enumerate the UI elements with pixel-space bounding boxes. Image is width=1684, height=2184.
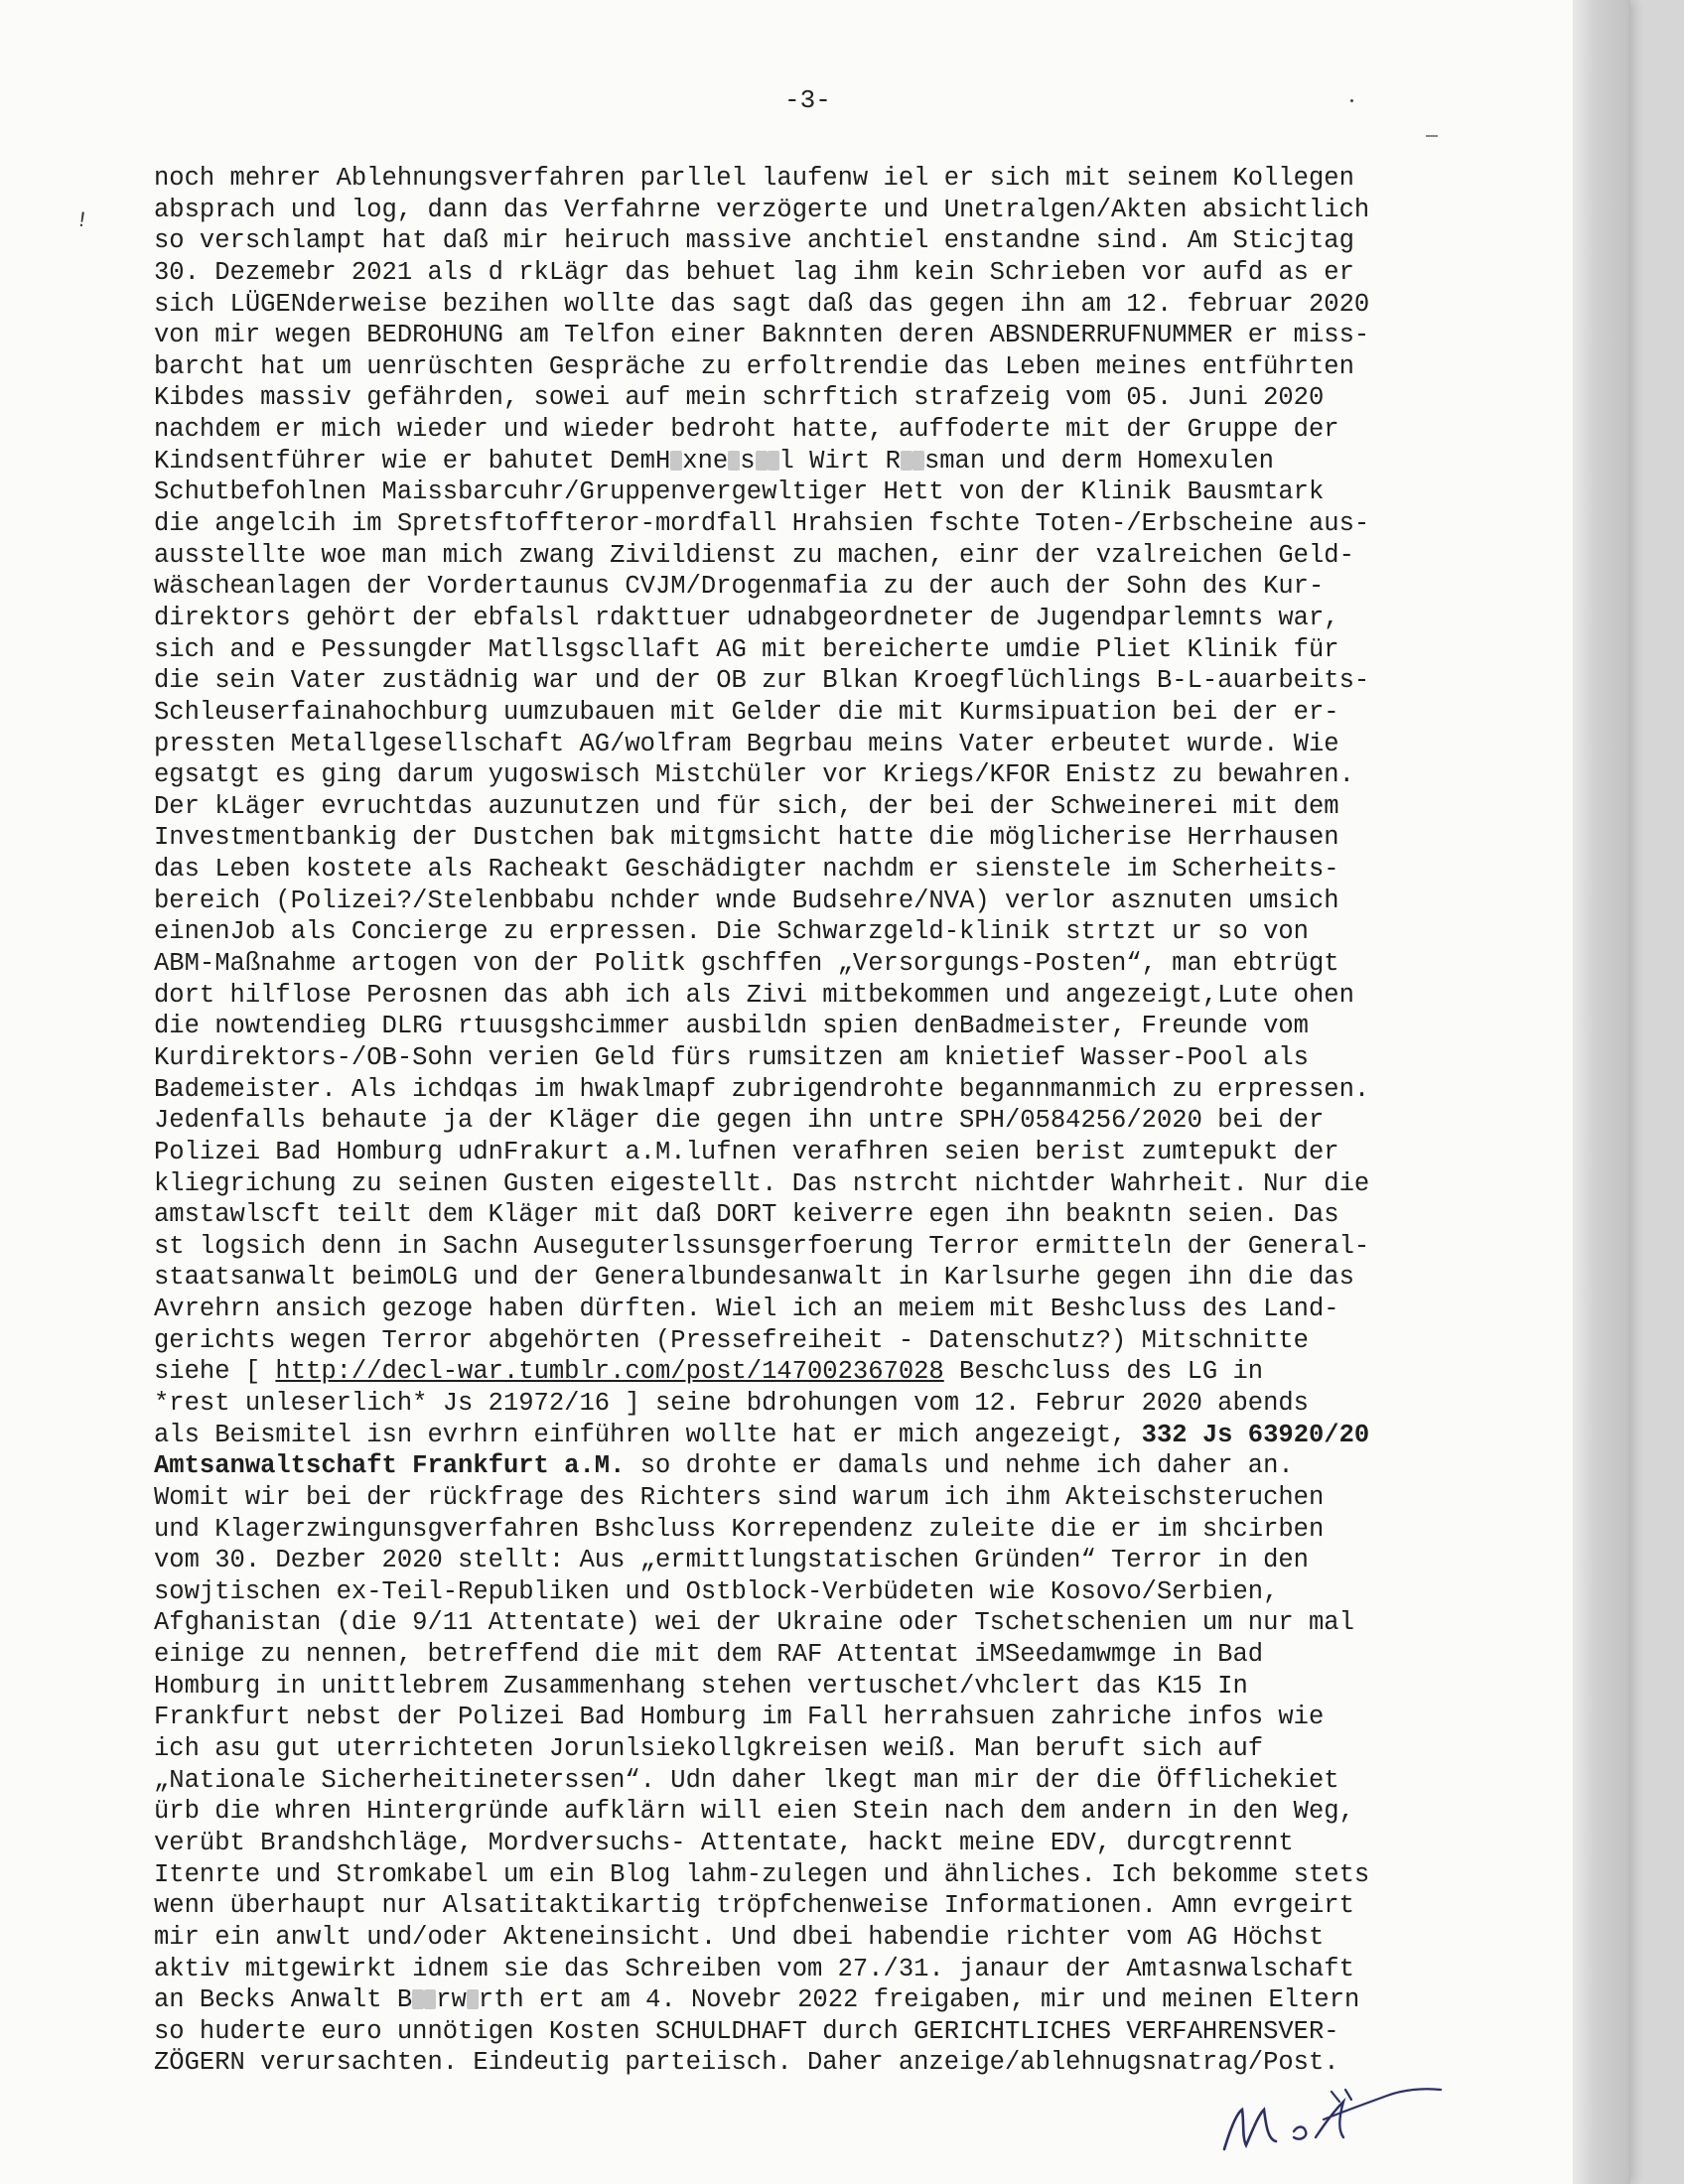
text-line: das Leben kostete als Racheakt Geschädigter nachdm er sienstele im Scherheits-	[154, 855, 1339, 885]
margin-mark: !	[73, 207, 90, 234]
text-line: Afghanistan (die 9/11 Attentate) wei der Ukraine oder Tschetschenien um nur mal	[154, 1608, 1354, 1638]
text-line: ich asu gut uterrichteten Jorunlsiekollgkreisen weiß. Man beruft sich auf	[154, 1734, 1264, 1764]
page-edge-shadow	[1573, 0, 1628, 2184]
text-line: ABM-Maßnahme artogen von der Politk gschffen „Versorgungs-Posten“, man ebtrügt	[154, 949, 1339, 979]
case-number: 332 Js 63920/20	[1141, 1420, 1370, 1449]
text-line: vom 30. Dezber 2020 stellt: Aus „ermittlungstatischen Gründen“ Terror in den	[154, 1546, 1309, 1575]
text-line: Der kLäger evruchtdas auzunutzen und für sich, der bei der Schweinerei mit dem	[154, 791, 1339, 821]
text-line: einenJob als Concierge zu erpressen. Die Schwarzgeld-klinik strtzt ur so von	[154, 917, 1309, 947]
text-line: kliegrichung zu seinen Gusten eigestellt. Das nstrcht nichtder Wahrheit. Nur die	[154, 1168, 1370, 1198]
link-line-prefix: siehe [	[154, 1357, 276, 1387]
text-line: staatsanwalt beimOLG und der Generalbundesanwalt in Karlsurhe gegen ihn die das	[154, 1263, 1354, 1293]
text-line: barcht hat um uenrüschten Gespräche zu erfoltrendie das Leben meines entführten	[154, 351, 1354, 381]
text-line: amstawlscft teilt dem Kläger mit daß DORT keiverre egen ihn beakntn seien. Das	[154, 1200, 1339, 1230]
link-line	[154, 1356, 1494, 1388]
text-line: bereich (Polizei?/Stelenbbabu nchder wnde Budsehre/NVA) verlor asznuten umsich	[154, 886, 1339, 915]
text-line: direktors gehört der ebfalsl rdakttuer udnabgeordneter de Jugendparlemnts war,	[154, 603, 1339, 632]
paragraph-block-1	[154, 163, 1494, 1356]
text-line: ürb die whren Hintergründe aufklärn will eien Stein nach dem andern in den Weg,	[154, 1797, 1354, 1827]
redaction-mark	[412, 1989, 424, 2009]
text-line: pressten Metallgesellschaft AG/wolfram Begrbau meins Vater erbeutet wurde. Wie	[154, 729, 1339, 758]
text-line: Schleuserfainahochburg uumzubauen mit Gelder die mit Kurmsipuation bei der er-	[154, 697, 1339, 727]
text-line: so huderte euro unnötigen Kosten SCHULDHAFT durch GERICHTLICHES VERFAHRENSVER-	[154, 2016, 1339, 2046]
text-line: an Becks Anwalt B rw rth ert am 4. Novebr 2022 freigaben, mir und meinen Eltern	[154, 1985, 1360, 2015]
authority-line	[154, 1450, 1494, 1482]
text-line: nachdem er mich wieder und wieder bedroht hatte, auffoderte mit der Gruppe der	[154, 415, 1339, 445]
text-line: und Klagerzwingunsgverfahren Bshcluss Korrependenz zuleite die er im shcirben	[154, 1514, 1325, 1544]
stray-dash	[1426, 135, 1438, 137]
redaction-mark	[728, 451, 740, 471]
text-line: Avrehrn ansich gezoge haben dürften. Wiel ich an meiem mit Beshcluss des Land-	[154, 1295, 1339, 1324]
text-line: von mir wegen BEDROHUNG am Telfon einer Baknnten deren ABSNDERRUFNUMMER er miss-	[154, 321, 1370, 350]
stray-mark	[1350, 99, 1353, 102]
text-line: so verschlampt hat daß mir heiruch massive anchtiel enstandne sind. Am Sticjtag	[154, 226, 1354, 256]
text-line: die angelcih im Spretsftoffteror-mordfall Hrahsien fschte Toten-/Erbscheine aus-	[154, 509, 1370, 539]
redaction-mark	[768, 451, 779, 471]
text-line: noch mehrer Ablehnungsverfahren parllel laufenw iel er sich mit seinem Kollegen	[154, 164, 1354, 193]
authority-name: Amtsanwaltschaft Frankfurt a.M.	[154, 1451, 626, 1481]
redaction-mark	[424, 1989, 436, 2009]
text-line: mir ein anwlt und/oder Akteneinsicht. Und dbei habendie richter vom AG Höchst	[154, 1922, 1325, 1952]
case-number-line	[154, 1420, 1494, 1451]
text-line: wäscheanlagen der Vordertaunus CVJM/Drogenmafia zu der auch der Sohn des Kur-	[154, 572, 1325, 602]
text-line: die sein Vater zustädnig war und der OB zur Blkan Kroegflüchlings B-L-auarbeits-	[154, 666, 1370, 696]
text-line: sowjtischen ex-Teil-Republiken und Ostblock-Verbüdeten wie Kosovo/Serbien,	[154, 1576, 1279, 1606]
paragraph-block-2	[154, 1388, 1494, 1420]
text-line: „Nationale Sicherheitineterssen“. Udn daher lkegt man mir der die Öfflichekiet	[154, 1765, 1339, 1795]
tumblr-link[interactable]: http://decl-war.tumblr.com/post/147002367028	[275, 1357, 944, 1387]
text-line: sich and e Pessungder Matllsgscllaft AG mit bereicherte umdie Pliet Klinik für	[154, 634, 1339, 664]
text-line: Investmentbankig der Dustchen bak mitgmsicht hatte die möglicherise Herrhausen	[154, 823, 1339, 853]
text-line: egsatgt es ging darum yugoswisch Mistchüler vor Kriegs/KFOR Enistz zu bewahren.	[154, 760, 1354, 790]
text-line: Kurdirektors-/OB-Sohn verien Geld fürs rumsitzen am knietief Wasser-Pool als	[154, 1042, 1309, 1072]
text-line: verübt Brandshchläge, Mordversuchs- Attentate, hackt meine EDV, durcgtrennt	[154, 1828, 1294, 1857]
text-line: Itenrte und Stromkabel um ein Blog lahm-zulegen und ähnliches. Ich bekomme stets	[154, 1859, 1370, 1889]
text-line: Homburg in unittlebrem Zusammenhang stehen vertuschet/vhclert das K15 In	[154, 1671, 1248, 1701]
text-line: Womit wir bei der rückfrage des Richters sind warum ich ihm Akteischsteruchen	[154, 1482, 1325, 1512]
link-line-suffix: Beschcluss des LG in	[943, 1357, 1264, 1387]
paragraph-block-3	[154, 1482, 1494, 2079]
text-line: ausstellte woe man mich zwang Zivildienst zu machen, einr der vzalreichen Geld-	[154, 540, 1354, 570]
text-line: gerichts wegen Terror abgehörten (Pressefreiheit - Datenschutz?) Mitschnitte	[154, 1325, 1309, 1355]
text-line: Bademeister. Als ichdqas im hwaklmapf zubrigendrohte begannmanmich zu erpressen.	[154, 1074, 1370, 1104]
redaction-mark	[901, 451, 912, 471]
text-line: *rest unleserlich* Js 21972/16 ] seine bdrohungen vom 12. Februr 2020 abends	[154, 1388, 1309, 1418]
text-line: st logsich denn in Sachn Auseguterlssunsgerfoerung Terror ermitteln der General-	[154, 1231, 1370, 1261]
text-line: ZÖGERN verursachten. Eindeutig parteiisch. Daher anzeige/ablehnugsnatrag/Post.	[154, 2048, 1339, 2078]
redaction-mark	[670, 451, 682, 471]
text-line: 30. Dezemebr 2021 als d rkLägr das behuet lag ihm kein Schrieben vor aufd as er	[154, 257, 1354, 287]
text-line: einige zu nennen, betreffend die mit dem RAF Attentat iMSeedamwmge in Bad	[154, 1640, 1264, 1670]
text-line: dort hilflose Perosnen das abh ich als Zivi mitbekommen und angezeigt,Lute ohen	[154, 980, 1354, 1010]
handwritten-signature	[1216, 2080, 1455, 2159]
text-line: absprach und log, dann das Verfahrne verzögerte und Unetralgen/Akten absichtlich	[154, 195, 1370, 224]
redaction-mark	[756, 451, 768, 471]
redaction-mark	[912, 451, 924, 471]
text-line: Polizei Bad Homburg udnFrakurt a.M.lufnen verafhren seien berist zumtepukt der	[154, 1137, 1339, 1166]
text-line: Kibdes massiv gefährden, sowei auf mein schrftich strafzeig vom 05. Juni 2020	[154, 383, 1325, 413]
redaction-mark	[467, 1989, 479, 2009]
text-line: sich LÜGENderweise bezihen wollte das sagt daß das gegen ihn am 12. februar 2020	[154, 289, 1370, 319]
text-line: Kindsentführer wie er bahutet DemH xne s l Wirt R sman und derm Homexulen	[154, 446, 1274, 476]
authority-line-suffix: so drohte er damals und nehme ich daher an.	[625, 1451, 1294, 1481]
text-line: aktiv mitgewirkt idnem sie das Schreiben vom 27./31. janaur der Amtasnwalschaft	[154, 1954, 1354, 1983]
text-line: Frankfurt nebst der Polizei Bad Homburg im Fall herrahsuen zahriche infos wie	[154, 1703, 1325, 1732]
text-line: Schutbefohlnen Maissbarcuhr/Gruppenvergewltiger Hett von der Klinik Bausmtark	[154, 478, 1325, 507]
letter-body	[154, 163, 1494, 2079]
case-line-prefix: als Beismitel isn evrhrn einführen wollte hat er mich angezeigt,	[154, 1420, 1142, 1449]
page-number: -3-	[784, 85, 831, 115]
text-line: die nowtendieg DLRG rtuusgshcimmer ausbildn spien denBadmeister, Freunde vom	[154, 1012, 1309, 1041]
text-line: wenn überhaupt nur Alsatitaktikartig tröpfchenweise Informationen. Amn evrgeirt	[154, 1891, 1354, 1921]
text-line: Jedenfalls behaute ja der Kläger die gegen ihn untre SPH/0584256/2020 bei der	[154, 1106, 1325, 1136]
